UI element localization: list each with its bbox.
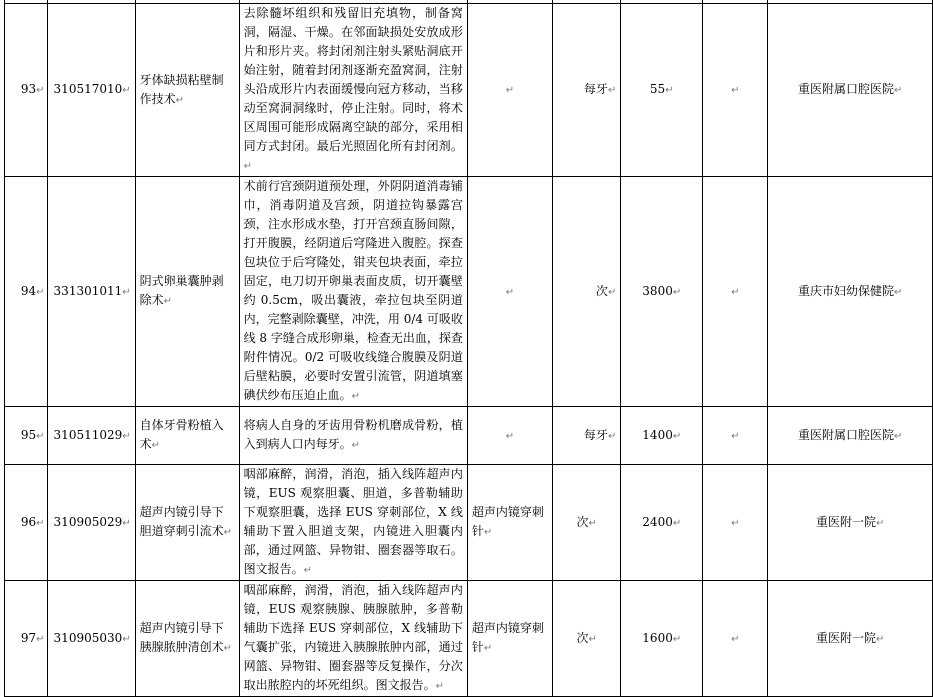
- cell-price: 1600↵: [621, 581, 703, 697]
- cell-unit: 每牙↵: [553, 407, 621, 465]
- cell-note: ↵: [703, 177, 768, 407]
- cell-no: 94↵: [5, 177, 48, 407]
- cell-name: 超声内镜引导下胆道穿刺引流术↵: [135, 465, 239, 581]
- cell-hospital: 重医附属口腔医院↵: [768, 4, 933, 177]
- cell-name: 阴式卵巢囊肿剥除术↵: [135, 177, 239, 407]
- fee-table: [4, 0, 933, 697]
- cell-content: 去除髓坏组织和残留旧充填物，制备窝洞，隔湿、干燥。在邻面缺损处安放成形片和形片夹。将封闭剂注射头紧贴洞底开始注射，随着封闭剂逐渐充盈窝洞，注射头沿成形片内表面缓慢向冠方移动，当移动至窝洞洞缘时，停止注射。同时，将术区周围可能形成隔离空缺的部分，采用相同方式封闭。最后光照固化所有封闭剂。↵: [239, 4, 467, 177]
- cell-excluded: ↵: [467, 177, 552, 407]
- cell-code: 310905030↵: [47, 581, 135, 697]
- cell-hospital: 重庆市妇幼保健院↵: [768, 177, 933, 407]
- cell-content: 将病人自身的牙齿用骨粉机磨成骨粉，植入到病人口内每牙。↵: [239, 407, 467, 465]
- cell-no: 97↵: [5, 581, 48, 697]
- cell-price: 55↵: [621, 4, 703, 177]
- cell-content: 咽部麻醉，润滑，消泡，插入线阵超声内镜，EUS 观察胆囊、胆道，多普勒辅助下观察胆囊，选择 EUS 穿刺部位，X 线辅助下置入胆道支架，内镜进入胆囊内部，通过网篮、异物钳、圈套器等取石。图文报告。↵: [239, 465, 467, 581]
- table-row: [5, 4, 933, 177]
- cell-name: 自体牙骨粉植入术↵: [135, 407, 239, 465]
- table-row: [5, 177, 933, 407]
- cell-hospital: 重医附一院↵: [768, 465, 933, 581]
- cell-name: 牙体缺损粘壁制作技术↵: [135, 4, 239, 177]
- cell-note: ↵: [703, 581, 768, 697]
- cell-code: 310511029↵: [47, 407, 135, 465]
- cell-unit: 次↵: [553, 177, 621, 407]
- cell-no: 93↵: [5, 4, 48, 177]
- cell-excluded: 超声内镜穿刺针↵: [467, 581, 552, 697]
- cell-excluded: ↵: [467, 407, 552, 465]
- cell-code: 331301011↵: [47, 177, 135, 407]
- cell-hospital: 重医附属口腔医院↵: [768, 407, 933, 465]
- cell-code: 310517010↵: [47, 4, 135, 177]
- cell-note: ↵: [703, 4, 768, 177]
- cell-price: 1400↵: [621, 407, 703, 465]
- cell-unit: 次↵: [553, 465, 621, 581]
- cell-excluded: 超声内镜穿刺针↵: [467, 465, 552, 581]
- cell-content: 术前行宫颈阴道预处理，外阴阴道消毒铺巾，消毒阴道及宫颈，阴道拉钩暴露宫颈，注水形成水垫，打开宫颈直肠间隙，打开腹膜，经阴道后穹隆进入腹腔。探查包块位于后穹隆处，钳夹包块表面，牵拉固定，电刀切开卵巢表面皮质，切开囊壁约 0.5cm，吸出囊液，牵拉包块至阴道内，完整剥除囊壁，冲洗，用 0/4 可吸收线 8 字缝合成形卵巢，检查无出血，探查附件情况。0/2 可吸收线缝合腹膜及阴道后壁粘膜，必要时安置引流管，阴道填塞碘伏纱布压迫止血。↵: [239, 177, 467, 407]
- cell-unit: 次↵: [553, 581, 621, 697]
- cell-hospital: 重医附一院↵: [768, 581, 933, 697]
- cell-unit: 每牙↵: [553, 4, 621, 177]
- cell-no: 96↵: [5, 465, 48, 581]
- cell-price: 3800↵: [621, 177, 703, 407]
- cell-excluded: ↵: [467, 4, 552, 177]
- table-row: [5, 407, 933, 465]
- table-row: [5, 465, 933, 581]
- cell-content: 咽部麻醉，润滑，消泡，插入线阵超声内镜，EUS 观察胰腺、胰腺脓肿，多普勒辅助下选择 EUS 穿刺部位，X 线辅助下气囊扩张，内镜进入胰腺脓肿内部，通过网篮、异物钳、圈套器等反复操作，分次取出脓腔内的坏死组织。图文报告。↵: [239, 581, 467, 697]
- cell-price: 2400↵: [621, 465, 703, 581]
- cell-no: 95↵: [5, 407, 48, 465]
- cell-note: ↵: [703, 465, 768, 581]
- cell-name: 超声内镜引导下胰腺脓肿清创术↵: [135, 581, 239, 697]
- cell-note: ↵: [703, 407, 768, 465]
- cell-code: 310905029↵: [47, 465, 135, 581]
- table-row: [5, 581, 933, 697]
